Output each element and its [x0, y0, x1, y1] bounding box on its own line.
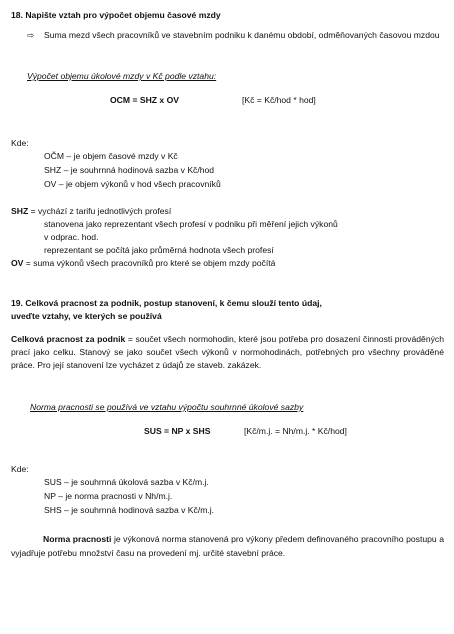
q19-formula-units: [Kč/m.j. = Nh/m.j. * Kč/hod]: [244, 426, 347, 436]
q18-formula-units: [Kč = Kč/hod * hod]: [242, 95, 316, 105]
shz-line1: = vychází z tarifu jednotlivých profesí: [28, 206, 172, 216]
q19-norma-body: je výkonová norma stanovená pro výkony předem definovaného pracovního postupu a vyjadřuje potřebu množství času na provedení mj. určité stavební práce.: [11, 534, 444, 558]
q18-formula: OCM = SHZ x OV: [110, 95, 180, 105]
ov-line: = suma výkonů všech pracovníků pro které se objem mzdy počítá: [23, 258, 276, 268]
q19-heading-line1: 19. Celková pracnost za podnik, postup stanovení, k čemu slouží tento údaj,: [11, 298, 322, 308]
q19-norma-term: Norma pracnosti: [43, 534, 112, 544]
q18-def-ov: OV – je objem výkonů v hod všech pracovníků: [44, 179, 221, 189]
q19-def-np: NP – je norma pracnosti v Nh/m.j.: [44, 491, 173, 501]
shz-definition: [11, 206, 171, 217]
q18-bullet-text: Suma mezd všech pracovníků ve stavebním podniku k danému období, odměňovaných časovou mzdou: [44, 30, 440, 40]
q19-def-shs: SHS – je souhrnná hodinová sazba v Kč/m.j.: [44, 505, 215, 515]
q18-kde: Kde:: [11, 138, 29, 148]
arrow-icon: ⇨: [27, 30, 35, 40]
q18-def-shz: SHZ – je souhrnná hodinová sazba v Kč/hod: [44, 165, 215, 175]
q19-kde: Kde:: [11, 464, 29, 474]
q19-paragraph-term: Celková pracnost za podnik: [11, 334, 126, 344]
q19-norma-paragraph: [11, 532, 444, 560]
q18-def-ocm: OČM – je objem časové mzdy v Kč: [44, 151, 178, 161]
q18-subtitle: Výpočet objemu úkolové mzdy v Kč podle vztahu:: [27, 71, 217, 81]
q19-paragraph: [11, 333, 444, 373]
shz-line2: stanovena jako reprezentant všech profesí v podniku při měření jejich výkonů: [44, 219, 338, 229]
q19-paragraph-body: = součet všech normohodin, které jsou potřeba pro dosazení činnosti prováděných prací jako celku. Stanový se jako součet všech výkonů v normohodinách, potřebných pro všechny prováděné práce. Pro její stanovení lze vycházet z údajů ze staveb. zakázek.: [11, 334, 444, 371]
q18-bullet: [27, 30, 41, 41]
shz-line3: v odprac. hod.: [44, 232, 99, 242]
q19-heading-line2: uveďte vztahy, ve kterých se používá: [11, 311, 162, 321]
q19-formula: SUS = NP x SHS: [144, 426, 211, 436]
q18-heading: 18. Napište vztah pro výpočet objemu časové mzdy: [11, 10, 221, 20]
q19-subtitle: Norma pracnosti se používá ve vztahu výpočtu souhrnné úkolové sazby: [30, 402, 304, 412]
q19-def-sus: SUS – je souhrnná úkolová sazba v Kč/m.j.: [44, 477, 209, 487]
shz-line4: reprezentant se počítá jako průměrná hodnota všech profesí: [44, 245, 274, 255]
ov-definition: [11, 258, 275, 269]
shz-label: SHZ: [11, 206, 29, 216]
ov-label: OV: [11, 258, 24, 268]
